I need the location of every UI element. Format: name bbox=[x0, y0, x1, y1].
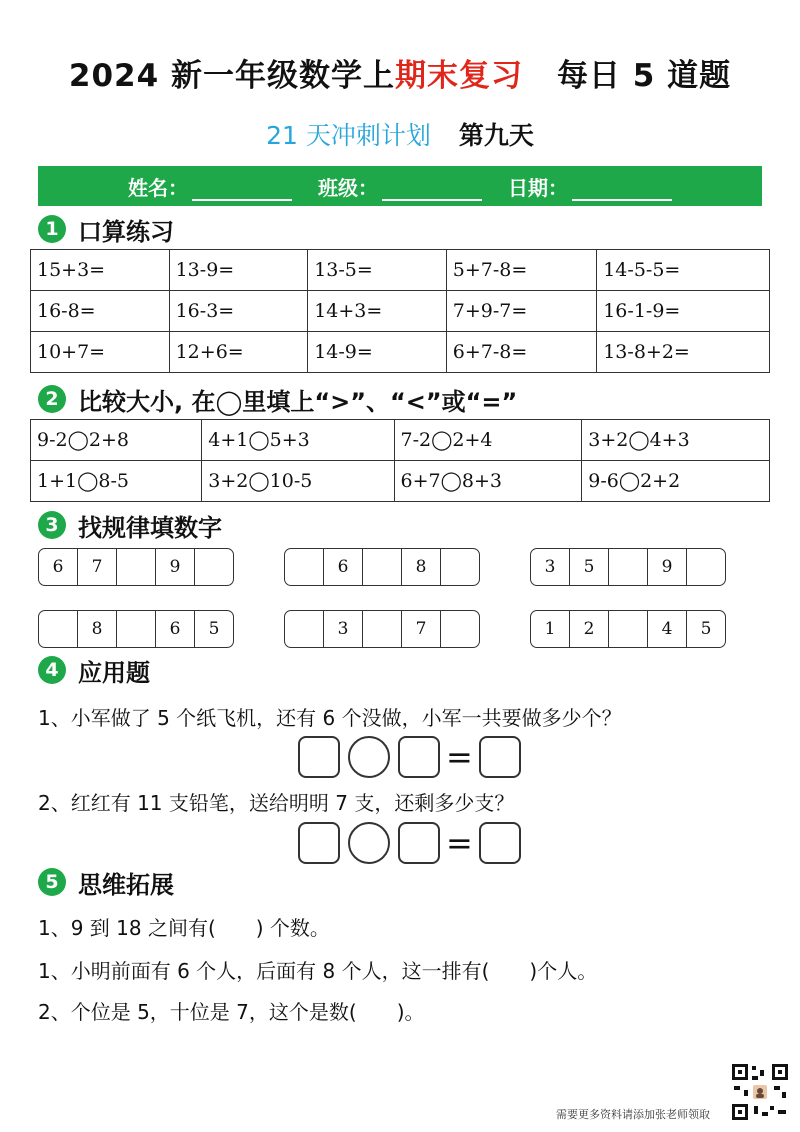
sequence-blank[interactable] bbox=[285, 611, 324, 647]
number-sequence bbox=[38, 610, 234, 648]
section3-number: 3 bbox=[38, 511, 66, 539]
section4-number: 4 bbox=[38, 656, 66, 684]
section5-title: 思维拓展 bbox=[78, 870, 174, 899]
sequence-number: 5 bbox=[208, 619, 220, 639]
thinking-item-3: 2、个位是 5，十位是 7，这个是数( )。 bbox=[38, 1000, 425, 1024]
mental-math-cell[interactable]: 5+7-8= bbox=[446, 250, 596, 291]
result-box[interactable] bbox=[479, 736, 521, 778]
number-sequence bbox=[284, 548, 480, 586]
sequence-blank[interactable] bbox=[363, 549, 402, 585]
sequence-blank[interactable] bbox=[117, 549, 156, 585]
mental-math-cell[interactable]: 16-3= bbox=[169, 291, 308, 332]
compare-cell[interactable]: 9-2◯2+8 bbox=[31, 420, 202, 461]
section1-title: 口算练习 bbox=[78, 217, 174, 246]
sequence-number: 7 bbox=[78, 549, 117, 585]
answer-box[interactable] bbox=[398, 736, 440, 778]
name-label: 姓名： bbox=[128, 175, 188, 200]
section4-title: 应用题 bbox=[78, 658, 150, 687]
sequence-number: 1 bbox=[531, 611, 570, 647]
mental-math-table bbox=[30, 249, 770, 373]
mental-math-cell[interactable]: 7+9-7= bbox=[446, 291, 596, 332]
number-sequence bbox=[530, 548, 726, 586]
sequence-number: 7 bbox=[402, 611, 441, 647]
section2-number: 2 bbox=[38, 385, 66, 413]
sequence-number: 5 bbox=[570, 549, 609, 585]
sequence-blank[interactable] bbox=[117, 611, 156, 647]
date-label: 日期： bbox=[508, 175, 568, 200]
mental-math-cell[interactable]: 13-8+2= bbox=[597, 332, 770, 373]
date-field[interactable] bbox=[508, 172, 672, 201]
mental-math-cell[interactable]: 13-9= bbox=[169, 250, 308, 291]
class-field[interactable] bbox=[318, 172, 482, 201]
sequence-number: 6 bbox=[324, 549, 363, 585]
sequence-number: 9 bbox=[156, 549, 195, 585]
name-bar bbox=[38, 166, 762, 206]
sequence-blank[interactable] bbox=[609, 549, 648, 585]
sequence-number: 6 bbox=[156, 611, 195, 647]
answer-box[interactable] bbox=[298, 822, 340, 864]
mental-math-row bbox=[31, 250, 770, 291]
sequence-number: 6 bbox=[39, 549, 78, 585]
mental-math-row bbox=[31, 291, 770, 332]
operator-circle[interactable] bbox=[348, 822, 390, 864]
section5-number: 5 bbox=[38, 868, 66, 896]
sequence-number: 3 bbox=[324, 611, 363, 647]
sequence-number: 8 bbox=[402, 549, 441, 585]
compare-table bbox=[30, 419, 770, 502]
sequence-blank[interactable] bbox=[609, 611, 648, 647]
equals-sign: = bbox=[446, 824, 473, 862]
sequence-number: 3 bbox=[531, 549, 570, 585]
mental-math-cell[interactable]: 13-5= bbox=[308, 250, 447, 291]
section3-heading bbox=[38, 507, 222, 543]
name-field[interactable] bbox=[128, 172, 292, 201]
sequence-number: 5 bbox=[700, 619, 712, 639]
sequence-number: 4 bbox=[648, 611, 687, 647]
sequence-blank[interactable] bbox=[363, 611, 402, 647]
sequence-number: 9 bbox=[648, 549, 687, 585]
answer-equation-2 bbox=[298, 823, 521, 863]
compare-row bbox=[31, 420, 770, 461]
answer-box[interactable] bbox=[298, 736, 340, 778]
mental-math-cell[interactable]: 6+7-8= bbox=[446, 332, 596, 373]
mental-math-cell[interactable]: 14-9= bbox=[308, 332, 447, 373]
mental-math-cell[interactable]: 12+6= bbox=[169, 332, 308, 373]
compare-cell[interactable]: 6+7◯8+3 bbox=[394, 461, 582, 502]
result-box[interactable] bbox=[479, 822, 521, 864]
word-problem-1: 1、小军做了 5 个纸飞机，还有 6 个没做，小军一共要做多少个？ bbox=[38, 706, 622, 730]
class-blank[interactable] bbox=[382, 177, 482, 201]
section1-heading bbox=[38, 211, 174, 247]
mental-math-cell[interactable]: 10+7= bbox=[31, 332, 170, 373]
subtitle bbox=[0, 116, 800, 152]
sequence-blank[interactable] bbox=[285, 549, 324, 585]
compare-cell[interactable]: 9-6◯2+2 bbox=[582, 461, 770, 502]
sequence-number: 2 bbox=[570, 611, 609, 647]
title-part1: 2024 新一年级数学上 bbox=[68, 58, 395, 94]
sequence-number: 8 bbox=[78, 611, 117, 647]
mental-math-cell[interactable]: 14+3= bbox=[308, 291, 447, 332]
section3-title: 找规律填数字 bbox=[78, 513, 222, 542]
thinking-item-2: 1、小明前面有 6 个人，后面有 8 个人，这一排有( )个人。 bbox=[38, 959, 598, 983]
section5-heading bbox=[38, 864, 174, 900]
word-problem-2: 2、红红有 11 支铅笔，送给明明 7 支，还剩多少支？ bbox=[38, 791, 515, 815]
thinking-item-1: 1、9 到 18 之间有( ) 个数。 bbox=[38, 916, 330, 940]
title-highlight: 期末复习 bbox=[394, 58, 523, 94]
subtitle-plan: 21 天冲刺计划 bbox=[266, 121, 431, 150]
mental-math-cell[interactable]: 14-5-5= bbox=[597, 250, 770, 291]
section2-heading bbox=[38, 381, 517, 417]
sequence-blank[interactable] bbox=[441, 549, 479, 585]
number-sequence bbox=[38, 548, 234, 586]
sequence-blank[interactable] bbox=[39, 611, 78, 647]
title-part2: 每日 5 道题 bbox=[556, 58, 732, 94]
subtitle-day: 第九天 bbox=[458, 121, 534, 150]
operator-circle[interactable] bbox=[348, 736, 390, 778]
section2-title: 比较大小, 在◯里填上“>”、“<”或“=” bbox=[78, 387, 518, 416]
equals-sign: = bbox=[446, 738, 473, 776]
sequence-blank[interactable] bbox=[441, 611, 479, 647]
compare-cell[interactable]: 3+2◯4+3 bbox=[582, 420, 770, 461]
mental-math-row bbox=[31, 332, 770, 373]
name-blank[interactable] bbox=[192, 177, 292, 201]
page-title bbox=[0, 50, 800, 95]
compare-cell[interactable]: 1+1◯8-5 bbox=[31, 461, 202, 502]
sequence-blank[interactable] bbox=[195, 549, 233, 585]
section1-number: 1 bbox=[38, 215, 66, 243]
answer-box[interactable] bbox=[398, 822, 440, 864]
compare-cell[interactable]: 7-2◯2+4 bbox=[394, 420, 582, 461]
answer-equation-1 bbox=[298, 737, 521, 777]
sequence-blank[interactable] bbox=[687, 549, 725, 585]
mental-math-cell[interactable]: 16-8= bbox=[31, 291, 170, 332]
mental-math-cell[interactable]: 15+3= bbox=[31, 250, 170, 291]
number-sequence bbox=[530, 610, 726, 648]
class-label: 班级： bbox=[318, 175, 378, 200]
qr-code-icon bbox=[730, 1062, 790, 1122]
section4-heading bbox=[38, 652, 150, 688]
compare-cell[interactable]: 4+1◯5+3 bbox=[202, 420, 394, 461]
mental-math-cell[interactable]: 16-1-9= bbox=[597, 291, 770, 332]
compare-row bbox=[31, 461, 770, 502]
footer-note: 需要更多资料请添加张老师领取 bbox=[556, 1108, 710, 1121]
compare-cell[interactable]: 3+2◯10-5 bbox=[202, 461, 394, 502]
number-sequence bbox=[284, 610, 480, 648]
date-blank[interactable] bbox=[572, 177, 672, 201]
